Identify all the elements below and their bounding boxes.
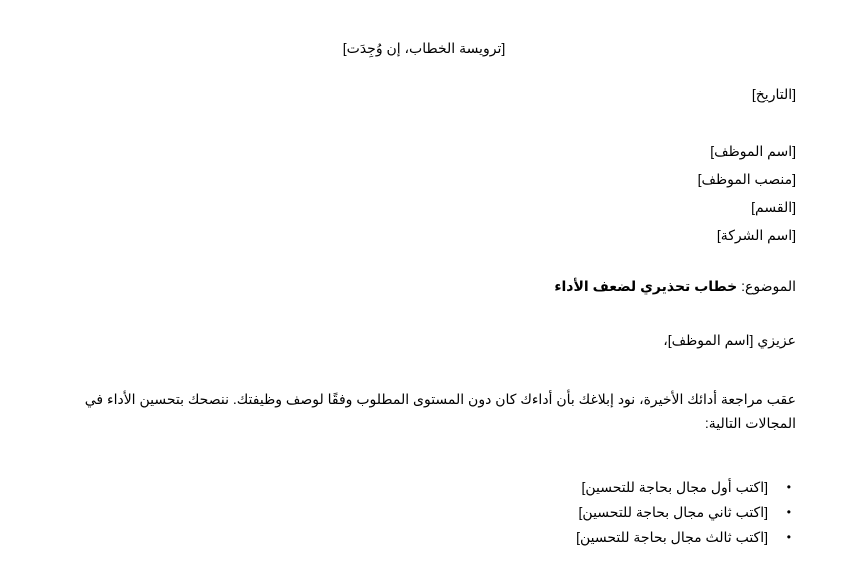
subject-label: الموضوع: — [737, 278, 796, 294]
list-item-text: [اكتب ثالث مجال بحاجة للتحسين] — [576, 529, 768, 545]
letter-date: [التاريخ] — [751, 86, 796, 102]
recipient-department: [القسم] — [751, 199, 796, 215]
recipient-company: [اسم الشركة] — [716, 227, 796, 243]
improvement-list — [576, 477, 791, 552]
list-item — [576, 477, 791, 502]
greeting: عزيزي [اسم الموظف]، — [663, 332, 796, 348]
list-item-text: [اكتب أول مجال بحاجة للتحسين] — [581, 479, 768, 495]
subject-value: خطاب تحذيري لضعف الأداء — [554, 278, 738, 294]
body-paragraph: عقب مراجعة أدائك الأخيرة، نود إبلاغك بأن أداءك كان دون المستوى المطلوب وفقًا لوصف وظيفتك. ننصحك بتحسين الأداء في المجالات التالية: — [84, 391, 796, 431]
list-item — [576, 502, 791, 527]
bullet-icon: • — [786, 480, 791, 494]
list-item-text: [اكتب ثاني مجال بحاجة للتحسين] — [578, 504, 768, 520]
list-item — [576, 527, 791, 552]
bullet-icon: • — [786, 505, 791, 519]
recipient-position: [منصب الموظف] — [697, 171, 796, 187]
letterhead: [ترويسة الخطاب، إن وُجِدَت] — [342, 40, 506, 56]
bullet-icon: • — [786, 530, 791, 544]
subject-line — [554, 276, 796, 296]
recipient-name: [اسم الموظف] — [710, 143, 796, 159]
